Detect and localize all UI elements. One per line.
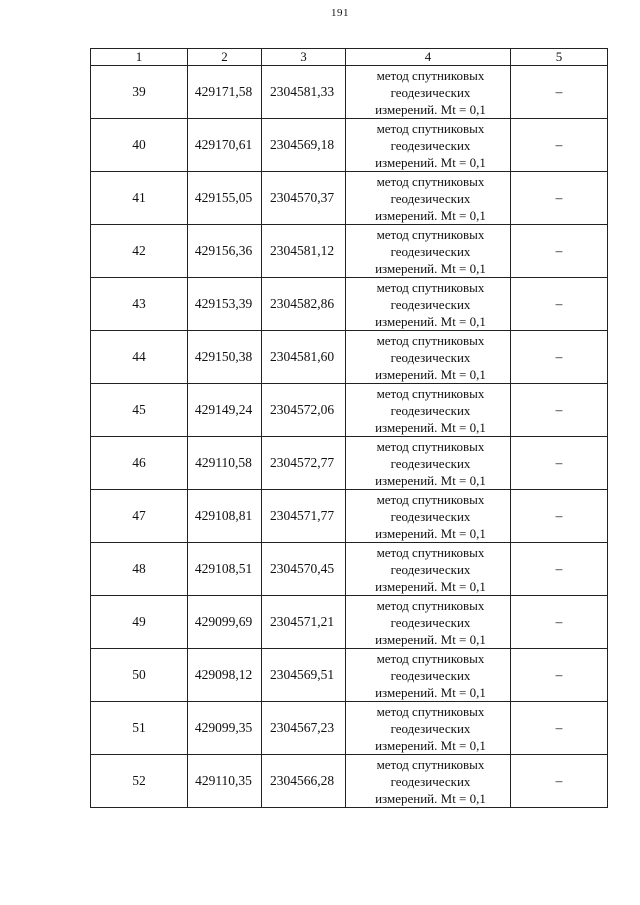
column-5-cell: –: [511, 119, 608, 172]
method-text-line: геодезических: [390, 296, 471, 312]
table-row: [91, 543, 608, 596]
column-5-cell: –: [511, 649, 608, 702]
method-cell: [346, 596, 511, 649]
method-text-line: геодезических: [390, 84, 471, 100]
table-row: [91, 172, 608, 225]
method-text-line: геодезических: [390, 720, 471, 736]
table-row: [91, 119, 608, 172]
y-coordinate-cell: 2304581,12: [262, 225, 346, 278]
x-coordinate-cell: 429110,58: [188, 437, 262, 490]
column-5-cell: –: [511, 225, 608, 278]
method-text-line: метод спутниковых: [376, 385, 485, 401]
y-coordinate-cell: 2304581,60: [262, 331, 346, 384]
point-number-cell: 40: [91, 119, 188, 172]
method-text-line: метод спутниковых: [376, 756, 485, 772]
table-row: [91, 755, 608, 808]
method-cell: [346, 331, 511, 384]
x-coordinate-cell: 429171,58: [188, 66, 262, 119]
page-number: 191: [331, 7, 349, 19]
method-text-line: метод спутниковых: [376, 650, 485, 666]
method-text-line: метод спутниковых: [376, 438, 485, 454]
header-col-4: 4: [346, 49, 511, 66]
table-row: [91, 596, 608, 649]
point-number-cell: 46: [91, 437, 188, 490]
y-coordinate-cell: 2304570,37: [262, 172, 346, 225]
table-header-row: [91, 49, 608, 66]
y-coordinate-cell: 2304571,77: [262, 490, 346, 543]
method-cell: [346, 278, 511, 331]
column-5-cell: –: [511, 331, 608, 384]
method-text-line: метод спутниковых: [376, 544, 485, 560]
x-coordinate-cell: 429099,69: [188, 596, 262, 649]
method-cell: [346, 755, 511, 808]
point-number-cell: 49: [91, 596, 188, 649]
method-text-line: метод спутниковых: [376, 120, 485, 136]
method-text-line: метод спутниковых: [376, 279, 485, 295]
method-text-line: метод спутниковых: [376, 703, 485, 719]
x-coordinate-cell: 429156,36: [188, 225, 262, 278]
point-number-cell: 52: [91, 755, 188, 808]
table-row: [91, 225, 608, 278]
column-5-cell: –: [511, 278, 608, 331]
point-number-cell: 51: [91, 702, 188, 755]
x-coordinate-cell: 429098,12: [188, 649, 262, 702]
method-text-line: геодезических: [390, 508, 471, 524]
method-text-line: геодезических: [390, 137, 471, 153]
x-coordinate-cell: 429099,35: [188, 702, 262, 755]
method-text-line: измерений. Mt = 0,1: [375, 737, 486, 753]
column-5-cell: –: [511, 490, 608, 543]
point-number-cell: 47: [91, 490, 188, 543]
table-row: [91, 490, 608, 543]
method-cell: [346, 543, 511, 596]
x-coordinate-cell: 429108,51: [188, 543, 262, 596]
y-coordinate-cell: 2304569,51: [262, 649, 346, 702]
table-body: [91, 66, 608, 808]
column-5-cell: –: [511, 437, 608, 490]
y-coordinate-cell: 2304567,23: [262, 702, 346, 755]
method-cell: [346, 649, 511, 702]
table-row: [91, 384, 608, 437]
column-5-cell: –: [511, 66, 608, 119]
point-number-cell: 41: [91, 172, 188, 225]
point-number-cell: 48: [91, 543, 188, 596]
x-coordinate-cell: 429149,24: [188, 384, 262, 437]
table-row: [91, 437, 608, 490]
method-text-line: измерений. Mt = 0,1: [375, 366, 486, 382]
method-text-line: измерений. Mt = 0,1: [375, 631, 486, 647]
method-text-line: геодезических: [390, 667, 471, 683]
table-row: [91, 331, 608, 384]
coordinates-table: [90, 48, 608, 808]
point-number-cell: 50: [91, 649, 188, 702]
method-text-line: метод спутниковых: [376, 597, 485, 613]
method-text-line: измерений. Mt = 0,1: [375, 525, 486, 541]
method-text-line: геодезических: [390, 402, 471, 418]
column-5-cell: –: [511, 384, 608, 437]
y-coordinate-cell: 2304572,77: [262, 437, 346, 490]
header-col-1: 1: [91, 49, 188, 66]
header-col-3: 3: [262, 49, 346, 66]
method-text-line: геодезических: [390, 455, 471, 471]
column-5-cell: –: [511, 543, 608, 596]
table-row: [91, 702, 608, 755]
method-text-line: метод спутниковых: [376, 226, 485, 242]
method-text-line: измерений. Mt = 0,1: [375, 313, 486, 329]
method-text-line: измерений. Mt = 0,1: [375, 419, 486, 435]
method-text-line: измерений. Mt = 0,1: [375, 207, 486, 223]
table-row: [91, 66, 608, 119]
point-number-cell: 42: [91, 225, 188, 278]
table-row: [91, 649, 608, 702]
point-number-cell: 45: [91, 384, 188, 437]
method-cell: [346, 225, 511, 278]
method-text-line: метод спутниковых: [376, 173, 485, 189]
method-text-line: геодезических: [390, 561, 471, 577]
x-coordinate-cell: 429150,38: [188, 331, 262, 384]
y-coordinate-cell: 2304571,21: [262, 596, 346, 649]
method-text-line: метод спутниковых: [376, 491, 485, 507]
method-cell: [346, 119, 511, 172]
header-col-5: 5: [511, 49, 608, 66]
point-number-cell: 43: [91, 278, 188, 331]
x-coordinate-cell: 429108,81: [188, 490, 262, 543]
y-coordinate-cell: 2304582,86: [262, 278, 346, 331]
method-text-line: измерений. Mt = 0,1: [375, 472, 486, 488]
method-cell: [346, 437, 511, 490]
method-text-line: измерений. Mt = 0,1: [375, 578, 486, 594]
point-number-cell: 44: [91, 331, 188, 384]
y-coordinate-cell: 2304566,28: [262, 755, 346, 808]
column-5-cell: –: [511, 596, 608, 649]
method-text-line: геодезических: [390, 773, 471, 789]
point-number-cell: 39: [91, 66, 188, 119]
method-text-line: измерений. Mt = 0,1: [375, 790, 486, 806]
column-5-cell: –: [511, 702, 608, 755]
column-5-cell: –: [511, 755, 608, 808]
method-text-line: измерений. Mt = 0,1: [375, 260, 486, 276]
method-cell: [346, 384, 511, 437]
method-text-line: измерений. Mt = 0,1: [375, 684, 486, 700]
x-coordinate-cell: 429153,39: [188, 278, 262, 331]
method-cell: [346, 172, 511, 225]
method-cell: [346, 702, 511, 755]
method-text-line: измерений. Mt = 0,1: [375, 101, 486, 117]
table-row: [91, 278, 608, 331]
method-text-line: геодезических: [390, 243, 471, 259]
x-coordinate-cell: 429170,61: [188, 119, 262, 172]
y-coordinate-cell: 2304581,33: [262, 66, 346, 119]
header-col-2: 2: [188, 49, 262, 66]
x-coordinate-cell: 429110,35: [188, 755, 262, 808]
method-text-line: метод спутниковых: [376, 332, 485, 348]
method-text-line: геодезических: [390, 349, 471, 365]
x-coordinate-cell: 429155,05: [188, 172, 262, 225]
y-coordinate-cell: 2304572,06: [262, 384, 346, 437]
y-coordinate-cell: 2304569,18: [262, 119, 346, 172]
method-cell: [346, 66, 511, 119]
y-coordinate-cell: 2304570,45: [262, 543, 346, 596]
method-text-line: измерений. Mt = 0,1: [375, 154, 486, 170]
method-text-line: геодезических: [390, 614, 471, 630]
method-cell: [346, 490, 511, 543]
column-5-cell: –: [511, 172, 608, 225]
method-text-line: геодезических: [390, 190, 471, 206]
method-text-line: метод спутниковых: [376, 67, 485, 83]
